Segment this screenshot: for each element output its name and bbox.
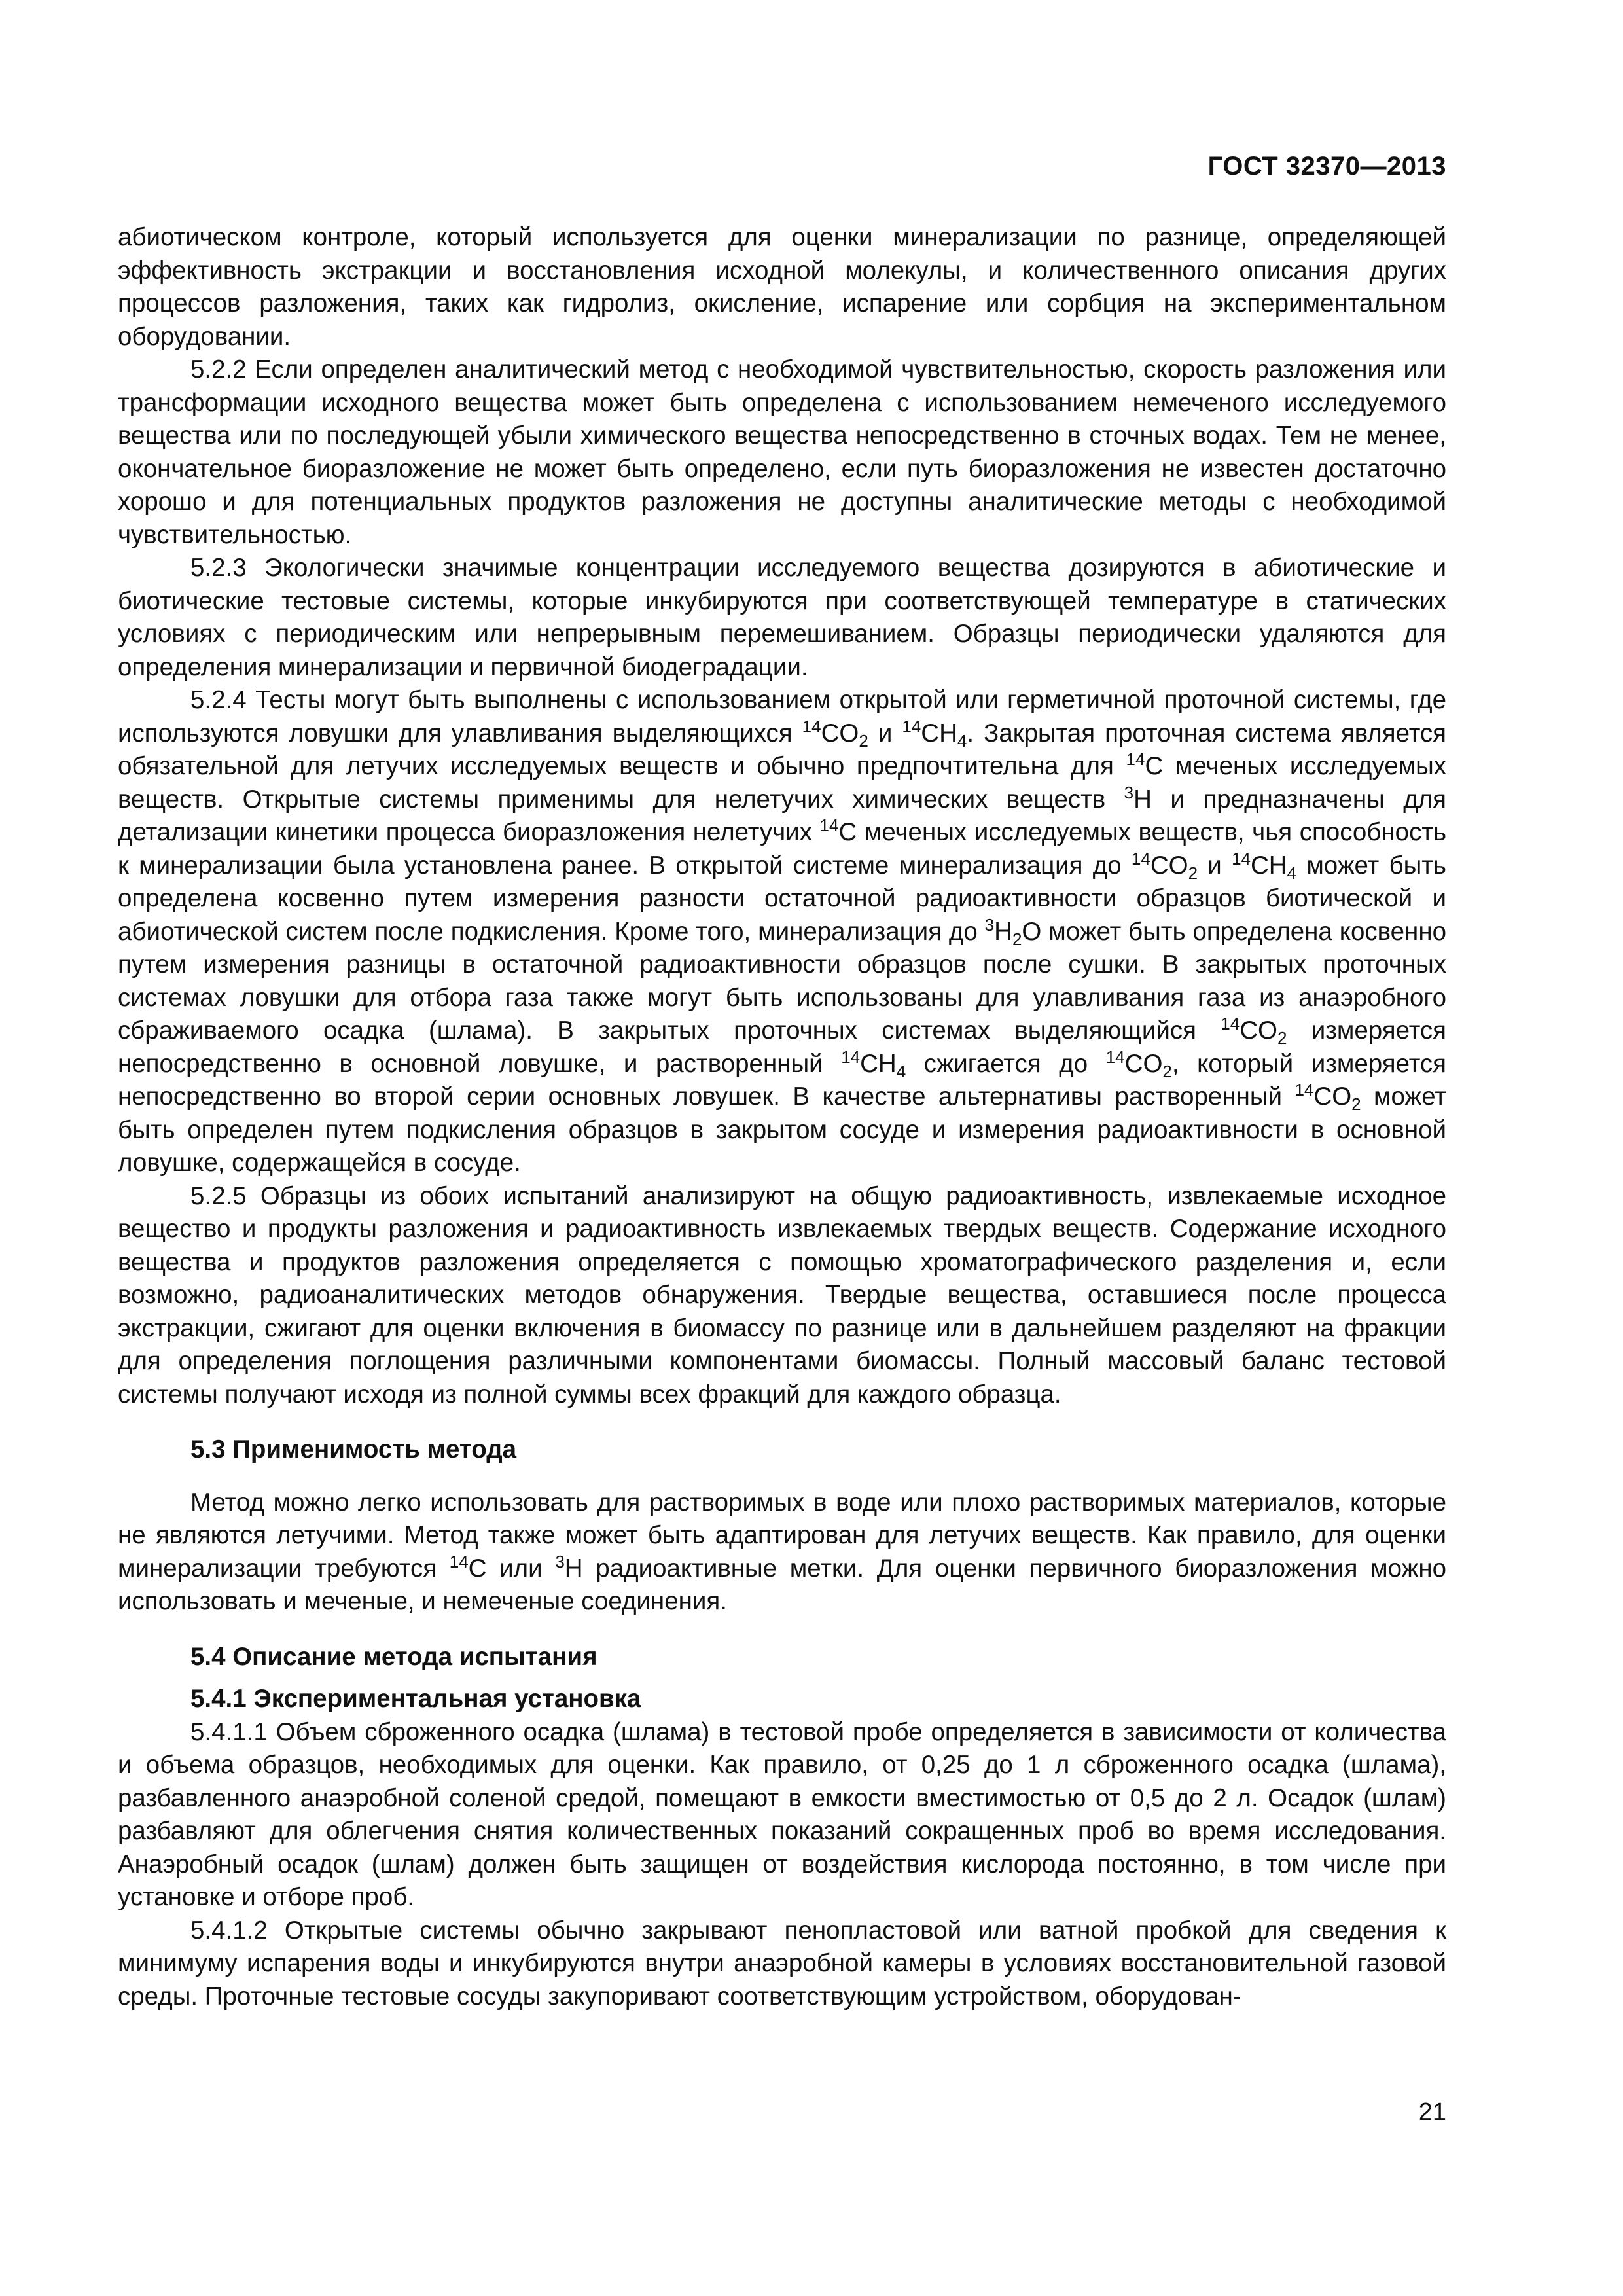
page-number: 21 bbox=[1418, 2098, 1446, 2126]
text-run: меченых исследуемых веществ, чья способность к минерализации была установлена ранее. В открытой системе минерализация до bbox=[118, 818, 1447, 880]
text-run: , который измеряется непосредственно во второй серии основных ловушек. В качестве альтернативы растворенный bbox=[118, 1049, 1446, 1111]
isotope-mark: 14 bbox=[802, 716, 821, 736]
formula-part: CO bbox=[1124, 1049, 1163, 1078]
text-run: может быть определен путем подкисления образцов в закрытом сосуде и измерения радиоактивности в основной ловушке, содержащейся в сосуде. bbox=[118, 1083, 1446, 1177]
text-run: . Закрытая проточная система является обязательной для летучих исследуемых веществ и обычно предпочтительна для bbox=[118, 719, 1447, 780]
formula-part: CO bbox=[1240, 1016, 1277, 1045]
paragraph-5-3 bbox=[118, 1486, 1446, 1619]
section-heading-5-3: 5.3 Применимость метода bbox=[190, 1435, 517, 1463]
isotope-mark: 14 bbox=[1131, 848, 1150, 869]
formula-part: O bbox=[1022, 917, 1042, 946]
paragraph-5-2-2: 5.2.2 Если определен аналитический метод с необходимой чувствительностью, скорость разложения или трансформации исходного вещества может быть определена с использованием немеченого исследуемого вещества или по последующей убыли химического вещества непосредственно в сточных водах. Тем не менее, окончательное биоразложение не может быть определено, если путь биоразложения не известен достаточно хорошо и для потенциальных продуктов разложения не доступны аналитические методы с необходимой чувствительностью. bbox=[118, 355, 1446, 549]
formula-part: CO bbox=[1313, 1083, 1352, 1111]
subscript: 4 bbox=[1287, 863, 1297, 883]
isotope-mark: 14 bbox=[902, 716, 921, 736]
subscript: 2 bbox=[1188, 863, 1198, 883]
document-header: ГОСТ 32370—2013 bbox=[1207, 152, 1446, 181]
text-run: сжигается до bbox=[906, 1049, 1106, 1078]
isotope-mark: 14 bbox=[1126, 749, 1145, 769]
formula-part: C bbox=[468, 1554, 487, 1583]
text-run: меченых исследуемых веществ. Открытые системы применимы для нелетучих химических веществ bbox=[118, 752, 1446, 814]
subscript: 4 bbox=[957, 730, 967, 751]
text-run: и bbox=[1198, 851, 1232, 880]
isotope-mark: 3 bbox=[555, 1551, 565, 1571]
subscript: 2 bbox=[1351, 1094, 1361, 1114]
formula-part: H bbox=[994, 917, 1012, 946]
subsection-heading-5-4-1: 5.4.1 Экспериментальная установка bbox=[190, 1685, 641, 1713]
text-run: измеряется непосредственно в основной ловушке, и растворенный bbox=[118, 1016, 1447, 1078]
paragraph-5-2-4 bbox=[118, 684, 1446, 1180]
isotope-mark: 14 bbox=[1294, 1080, 1314, 1100]
formula-part: CH bbox=[860, 1049, 897, 1078]
formula-part: C bbox=[1145, 752, 1164, 780]
text-run: может быть определена косвенно путем измерения разности остаточной радиоактивности образцов биотической и абиотической систем после подкисления. Кроме того, минерализация до bbox=[118, 851, 1446, 946]
formula-part: CO bbox=[821, 719, 859, 747]
text-run: или bbox=[486, 1554, 556, 1583]
text-run: и предназначены для детализации кинетики процесса биоразложения нелетучих bbox=[118, 785, 1446, 846]
isotope-mark: 14 bbox=[1232, 848, 1251, 869]
text-run: радиоактивные метки. Для оценки первичного биоразложения можно использовать и меченые, и немеченые соединения. bbox=[118, 1554, 1447, 1615]
isotope-mark: 3 bbox=[1124, 782, 1134, 802]
paragraph-5-2-3: 5.2.3 Экологически значимые концентрации исследуемого вещества дозируются в абиотические и биотические тестовые системы, которые инкубируются при соответствующей температуре в статических условиях с периодическим или непрерывным перемешиванием. Образцы периодически удаляются для определения минерализации и первичной биодеградации. bbox=[118, 554, 1446, 681]
isotope-mark: 14 bbox=[449, 1551, 469, 1571]
text-run: и bbox=[868, 719, 902, 747]
isotope-mark: 14 bbox=[841, 1047, 861, 1067]
subscript: 2 bbox=[1162, 1061, 1172, 1081]
isotope-mark: 14 bbox=[1221, 1014, 1240, 1033]
paragraph-continuation: абиотическом контроле, который используется для оценки минерализации по разнице, определяющей эффективность экстракции и восстановления исходной молекулы, и количественного описания других процессов разложения, таких как гидролиз, окисление, испарение или сорбция на экспериментальном оборудовании. bbox=[118, 223, 1446, 351]
subscript: 2 bbox=[859, 730, 868, 751]
paragraph-5-4-1-2: 5.4.1.2 Открытые системы обычно закрывают пенопластовой или ватной пробкой для сведения к минимуму испарения воды и инкубируются внутри анаэробной камеры в условиях восстановительной газовой среды. Проточные тестовые сосуды закупоривают соответствующим устройством, оборудован- bbox=[118, 1916, 1446, 2011]
formula-part: CH bbox=[1251, 851, 1287, 880]
formula-part: CH bbox=[921, 719, 957, 747]
paragraph-5-2-5: 5.2.5 Образцы из обоих испытаний анализируют на общую радиоактивность, извлекаемые исходное вещество и продукты разложения и радиоактивность извлекаемых твердых веществ. Содержание исходного вещества и продуктов разложения определяется с помощью хроматографического разделения и, если возможно, радиоаналитических методов обнаружения. Твердые вещества, оставшиеся после процесса экстракции, сжигают для оценки включения в биомассу по разнице или в дальнейшем разделяют на фракции для определения поглощения различными компонентами биомассы. Полный массовый баланс тестовой системы получают исходя из полной суммы всех фракций для каждого образца. bbox=[118, 1181, 1446, 1408]
subscript: 2 bbox=[1012, 929, 1022, 949]
subscript: 2 bbox=[1277, 1028, 1287, 1048]
text-run: Метод можно легко использовать для растворимых в воде или плохо растворимых материалов, которые не являются летучими. Метод также может быть адаптирован для летучих веществ. Как правило, для оценки минерализации требуются bbox=[118, 1488, 1446, 1583]
isotope-mark: 14 bbox=[1105, 1047, 1125, 1067]
text-run: 5.2.4 Тесты могут быть выполнены с использованием открытой или герметичной проточной системы, где используются ловушки для улавливания выделяющихся bbox=[118, 686, 1446, 747]
isotope-mark: 3 bbox=[984, 914, 995, 935]
isotope-mark: 14 bbox=[819, 816, 839, 835]
formula-part: C bbox=[838, 818, 857, 846]
section-heading-5-4: 5.4 Описание метода испытания bbox=[190, 1642, 597, 1671]
formula-part: H bbox=[564, 1554, 583, 1583]
formula-part: H bbox=[1133, 785, 1152, 814]
paragraph-5-4-1-1: 5.4.1.1 Объем сброженного осадка (шлама) в тестовой пробе определяется в зависимости от количества и объема образцов, необходимых для оценки. Как правило, от 0,25 до 1 л сброженного осадка (шлама), разбавленного анаэробной соленой средой, помещают в емкости вместимостью от 0,5 до 2 л. Осадок (шлам) разбавляют для облегчения снятия количественных показаний сокращенных проб во время исследования. Анаэробный осадок (шлам) должен быть защищен от воздействия кислорода постоянно, в том числе при установке и отборе проб. bbox=[118, 1717, 1446, 1911]
formula-part: CO bbox=[1150, 851, 1188, 880]
text-run: может быть определена косвенно путем измерения разницы в остаточной радиоактивности образцов после сушки. В закрытых проточных системах ловушки для отбора газа также могут быть использованы для улавливания газа из анаэробного сбраживаемого осадка (шлама). В закрытых проточных системах выделяющийся bbox=[118, 917, 1446, 1045]
subscript: 4 bbox=[896, 1061, 906, 1081]
document-body bbox=[118, 221, 1446, 2013]
